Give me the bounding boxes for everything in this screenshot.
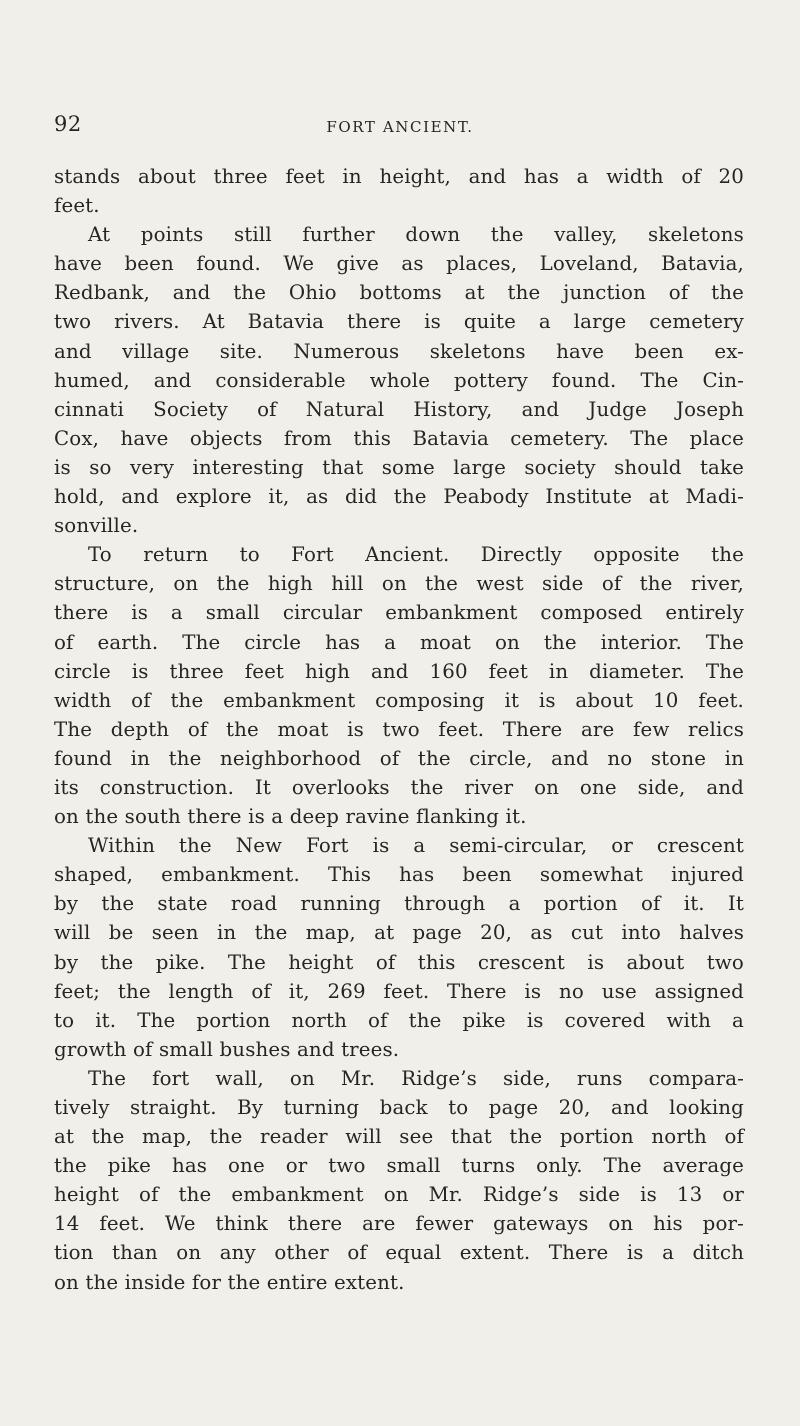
text-line: on the south there is a deep ravine flanking it. [54,805,527,829]
text-line: is so very interesting that some large society should take [54,455,744,479]
text-line: on the inside for the entire extent. [54,1270,405,1294]
text-line: cinnati Society of Natural History, and Judge Joseph [54,397,744,421]
text-line: Redbank, and the Ohio bottoms at the junction of the [54,281,744,305]
body-text [54,162,744,1297]
text-line: 14 feet. We think there are fewer gateways on his por- [54,1212,744,1236]
text-line: tion than on any other of equal extent. There is a ditch [54,1241,744,1265]
text-line: The depth of the moat is two feet. There are few relics [54,717,744,741]
text-line: of earth. The circle has a moat on the interior. The [54,630,744,654]
text-line: and village site. Numerous skeletons have been ex- [54,339,744,363]
text-line: To return to Fort Ancient. Directly opposite the [88,543,744,567]
text-line: will be seen in the map, at page 20, as cut into halves [54,921,744,945]
text-line: height of the embankment on Mr. Ridge’s side is 13 or [54,1183,744,1207]
text-line: width of the embankment composing it is about 10 feet. [54,688,744,712]
text-line: circle is three feet high and 160 feet in diameter. The [54,659,744,683]
text-line: found in the neighborhood of the circle, and no stone in [54,746,744,770]
running-head: FORT ANCIENT. [326,118,474,136]
text-line: have been found. We give as places, Loveland, Batavia, [54,252,744,276]
text-line: sonville. [54,514,139,538]
text-line: to it. The portion north of the pike is covered with a [54,1008,744,1032]
text-line: shaped, embankment. This has been somewhat injured [54,863,744,887]
text-line: Within the New Fort is a semi-circular, or crescent [88,834,744,858]
text-line: its construction. It overlooks the river on one side, and [54,775,744,799]
text-line: At points still further down the valley, skeletons [88,223,744,247]
text-line: feet. [54,194,100,218]
text-line: by the state road running through a portion of it. It [54,892,744,916]
text-line: there is a small circular embankment composed entirely [54,601,744,625]
text-line: humed, and considerable whole pottery found. The Cin- [54,368,744,392]
text-line: tively straight. By turning back to page 20, and looking [54,1096,744,1119]
page-number: 92 [54,112,82,136]
text-line: at the map, the reader will see that the portion north of [54,1125,744,1149]
text-line: structure, on the high hill on the west side of the river, [54,572,744,596]
text-line: by the pike. The height of this crescent is about two [54,950,744,974]
text-line: hold, and explore it, as did the Peabody Institute at Madi- [54,485,744,509]
text-line: growth of small bushes and trees. [54,1037,400,1061]
text-line: the pike has one or two small turns only. The average [54,1154,744,1178]
text-line: feet; the length of it, 269 feet. There is no use assigned [54,979,744,1003]
text-line: Cox, have objects from this Batavia cemetery. The place [54,426,744,450]
text-line: The fort wall, on Mr. Ridge’s side, runs compara- [88,1066,744,1090]
text-line: stands about three feet in height, and has a width of 20 [54,165,744,188]
text-line: two rivers. At Batavia there is quite a large cemetery [54,310,744,334]
